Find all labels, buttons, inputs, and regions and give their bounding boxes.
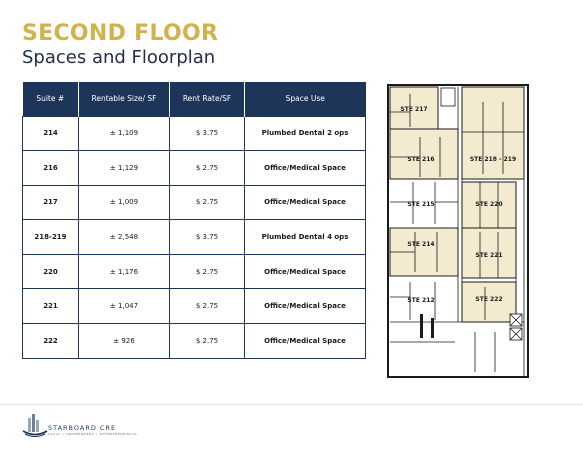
size-cell: ± 1,047 [79, 289, 170, 324]
table-row [23, 220, 366, 255]
suite-cell: 214 [23, 116, 79, 151]
label-ste-216: STE 216 [407, 156, 435, 163]
use-cell: Plumbed Dental 4 ops [245, 220, 366, 255]
label-ste-218-219: STE 218 - 219 [469, 156, 517, 163]
brand-name: STARBOARD CRE [48, 424, 117, 432]
footer-divider [0, 404, 583, 405]
column-header-use: Space Use [245, 82, 366, 116]
use-cell: Office/Medical Space [245, 324, 366, 359]
suite-cell: 220 [23, 254, 79, 289]
table-row [23, 116, 366, 151]
column-header-rate: Rent Rate/SF [170, 82, 245, 116]
label-ste-217: STE 217 [400, 106, 428, 113]
rate-cell: $ 2.75 [170, 289, 245, 324]
rate-cell: $ 2.75 [170, 254, 245, 289]
table-header-row [23, 82, 366, 116]
size-cell: ± 1,129 [79, 151, 170, 186]
size-cell: ± 1,109 [79, 116, 170, 151]
size-cell: ± 1,009 [79, 185, 170, 220]
use-cell: Office/Medical Space [245, 151, 366, 186]
starboard-logo-icon [20, 412, 50, 438]
label-ste-212: STE 212 [407, 297, 435, 304]
suite-cell: 222 [23, 324, 79, 359]
page-subtitle: Spaces and Floorplan [22, 47, 216, 68]
page-title: SECOND FLOOR [22, 21, 219, 46]
rate-cell: $ 2.75 [170, 185, 245, 220]
rate-cell: $ 2.75 [170, 324, 245, 359]
floorplan [385, 82, 531, 380]
label-ste-220: STE 220 [475, 201, 503, 208]
size-cell: ± 1,176 [79, 254, 170, 289]
spaces-table [22, 82, 366, 359]
table-row [23, 151, 366, 186]
table-row [23, 289, 366, 324]
suite-cell: 221 [23, 289, 79, 324]
size-cell: ± 2,548 [79, 220, 170, 255]
table-row [23, 324, 366, 359]
brand-tagline: LOCAL • INDEPENDENT • ENTREPRENEURIAL [48, 432, 138, 436]
suite-218-219-area [462, 87, 524, 179]
column-header-suite: Suite # [23, 82, 79, 116]
rate-cell: $ 3.75 [170, 116, 245, 151]
use-cell: Office/Medical Space [245, 289, 366, 324]
table-row [23, 254, 366, 289]
suite-cell: 217 [23, 185, 79, 220]
label-ste-221: STE 221 [475, 252, 503, 259]
label-ste-222: STE 222 [475, 296, 503, 303]
suite-cell: 218-219 [23, 220, 79, 255]
label-ste-214: STE 214 [407, 241, 435, 248]
size-cell: ± 926 [79, 324, 170, 359]
rate-cell: $ 3.75 [170, 220, 245, 255]
column-header-size: Rentable Size/ SF [79, 82, 170, 116]
use-cell: Plumbed Dental 2 ops [245, 116, 366, 151]
use-cell: Office/Medical Space [245, 254, 366, 289]
use-cell: Office/Medical Space [245, 185, 366, 220]
label-ste-215: STE 215 [407, 201, 435, 208]
table-row [23, 185, 366, 220]
suite-cell: 216 [23, 151, 79, 186]
rate-cell: $ 2.75 [170, 151, 245, 186]
suite-216-area [390, 129, 458, 179]
